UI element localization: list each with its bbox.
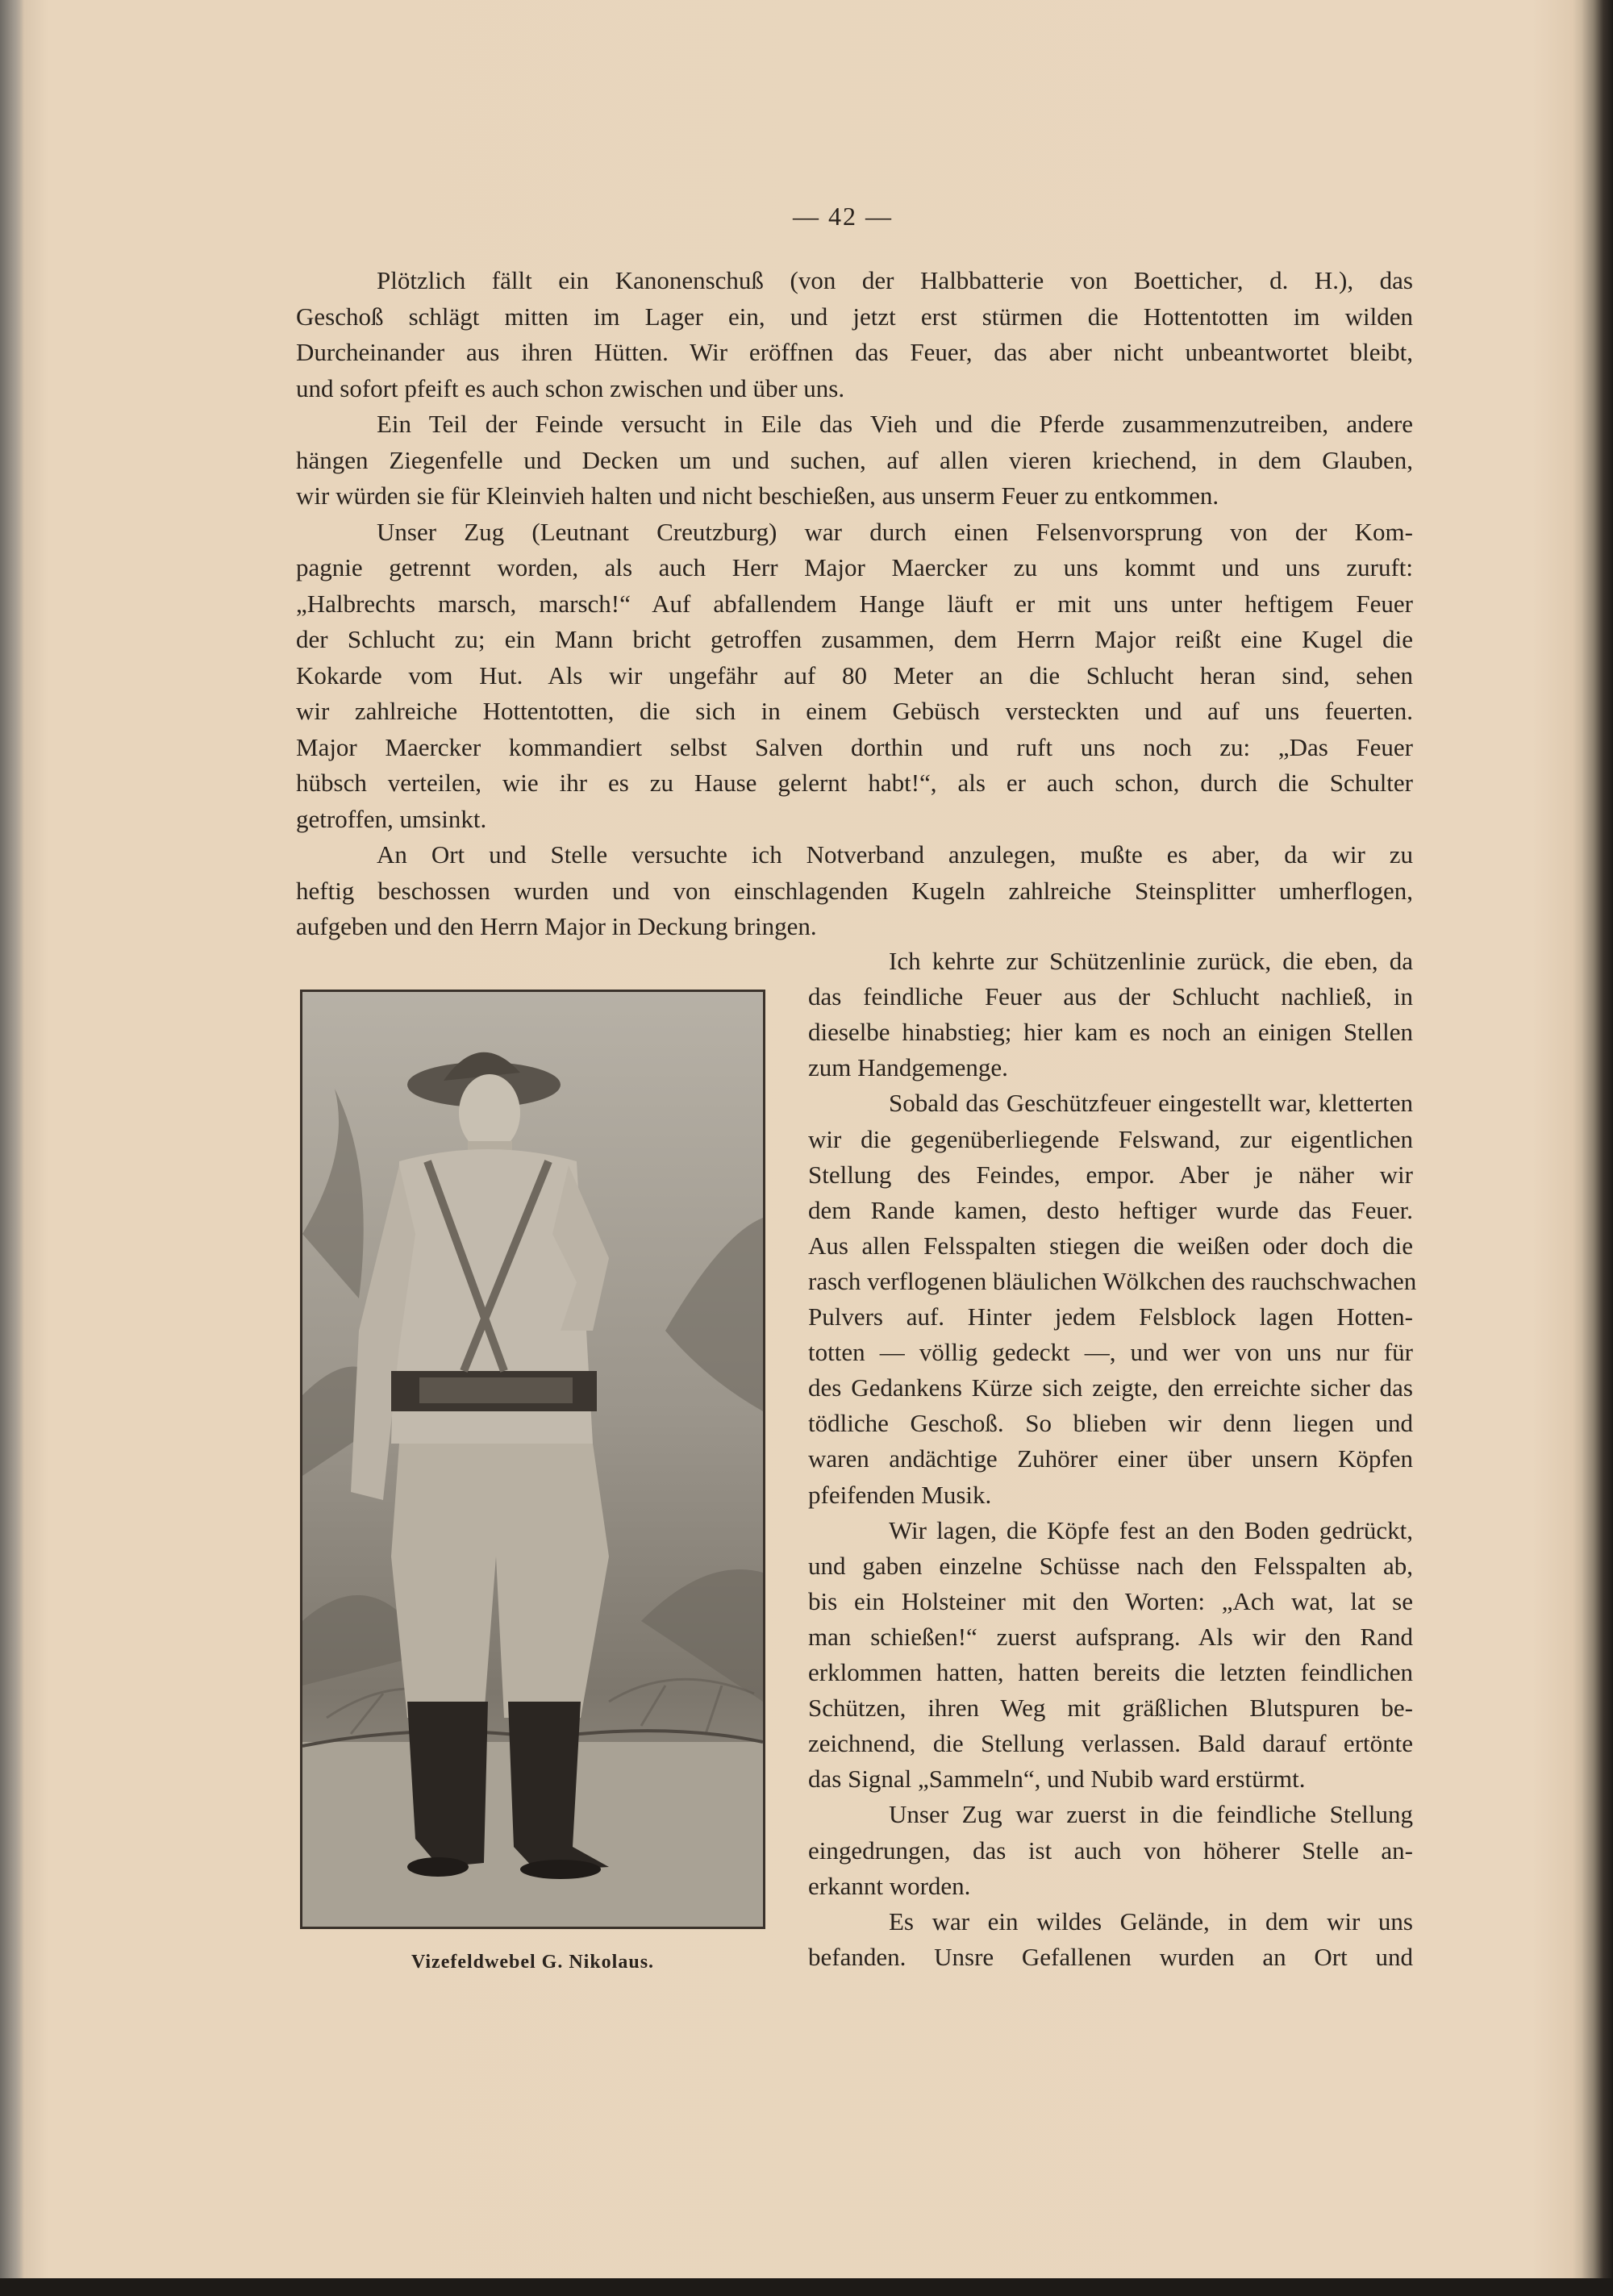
text-line: des Gedankens Kürze sich zeigte, den erreichte sicher das <box>808 1373 1413 1402</box>
text-line: tödliche Geschoß. So blieben wir denn liegen und <box>808 1409 1413 1438</box>
text-line: Es war ein wildes Gelände, in dem wir uns <box>889 1906 1413 1936</box>
soldier-portrait-image <box>302 992 763 1927</box>
text-line: pfeifenden Musik. <box>808 1480 992 1509</box>
text-line: hängen Ziegenfelle und Decken um und suchen, auf allen vieren kriechend, in dem Glauben, <box>296 445 1413 474</box>
text-line: dieselbe hinabstieg; hier kam es noch an einigen Stellen <box>808 1018 1413 1047</box>
text-line: bis ein Holsteiner mit den Worten: „Ach wat, lat se <box>808 1586 1413 1615</box>
text-line: rasch verflogenen bläulichen Wölkchen des rauchschwachen <box>808 1266 1417 1295</box>
text-line: wir würden sie für Kleinvieh halten und nicht beschießen, aus unserm Feuer zu entkommen. <box>296 481 1219 510</box>
text-line: eingedrungen, das ist auch von höherer Stelle an- <box>808 1836 1413 1865</box>
text-line: und gaben einzelne Schüsse nach den Felsspalten ab, <box>808 1551 1413 1580</box>
text-line: „Halbrechts marsch, marsch!“ Auf abfallendem Hange läuft er mit uns unter heftigem Feuer <box>296 589 1413 618</box>
text-line: das Signal „Sammeln“, und Nubib ward erstürmt. <box>808 1765 1306 1794</box>
text-line: Unser Zug war zuerst in die feindliche Stellung <box>889 1800 1413 1829</box>
text-line: Durcheinander aus ihren Hütten. Wir eröffnen das Feuer, das aber nicht unbeantwortet bleibt, <box>296 338 1413 366</box>
text-line: Unser Zug (Leutnant Creutzburg) war durch einen Felsenvorsprung von der Kom- <box>377 517 1413 546</box>
text-line: zeichnend, die Stellung verlassen. Bald darauf ertönte <box>808 1729 1413 1758</box>
text-line: An Ort und Stelle versuchte ich Notverband anzulegen, mußte es aber, da wir zu <box>377 840 1413 869</box>
page-edge <box>1581 0 1613 2278</box>
text-line: und sofort pfeift es auch schon zwischen und über uns. <box>296 373 845 402</box>
text-line: Geschoß schlägt mitten im Lager ein, und jetzt erst stürmen die Hottentotten im wilden <box>296 302 1413 331</box>
text-line: getroffen, umsinkt. <box>296 804 487 833</box>
text-line: hübsch verteilen, wie ihr es zu Hause gelernt habt!“, als er auch schon, durch die Schulter <box>296 769 1413 797</box>
text-line: das feindliche Feuer aus der Schlucht nachließ, in <box>808 982 1413 1011</box>
text-line: man schießen!“ zuerst aufsprang. Als wir den Rand <box>808 1622 1413 1651</box>
text-line: Sobald das Geschützfeuer eingestellt war, kletterten <box>889 1089 1413 1118</box>
text-line: zum Handgemenge. <box>808 1053 1008 1082</box>
text-line: Major Maercker kommandiert selbst Salven dorthin und ruft uns noch zu: „Das Feuer <box>296 732 1413 761</box>
text-line: wir die gegenüberliegende Felswand, zur eigentlichen <box>808 1124 1413 1153</box>
text-line: heftig beschossen wurden und von einschlagenden Kugeln zahlreiche Steinsplitter umherflogen, <box>296 876 1413 905</box>
text-line: totten — völlig gedeckt —, und wer von uns nur für <box>808 1338 1413 1367</box>
text-line: Kokarde vom Hut. Als wir ungefähr auf 80 Meter an die Schlucht heran sind, sehen <box>296 660 1413 690</box>
portrait-photograph <box>300 990 765 1929</box>
text-line: aufgeben und den Herrn Major in Deckung bringen. <box>296 912 817 940</box>
text-line: Pulvers auf. Hinter jedem Felsblock lagen Hotten- <box>808 1302 1413 1331</box>
text-line: Plötzlich fällt ein Kanonenschuß (von der Halbbatterie von Boetticher, d. H.), das <box>377 266 1413 294</box>
text-line: pagnie getrennt worden, als auch Herr Major Maercker zu uns kommt und uns zuruft: <box>296 553 1413 581</box>
text-line: Aus allen Felsspalten stiegen die weißen oder doch die <box>808 1231 1413 1260</box>
photo-caption: Vizefeldwebel G. Nikolaus. <box>411 1952 655 1973</box>
binding-shadow <box>0 0 24 2278</box>
text-line: waren andächtige Zuhörer einer über unsern Köpfen <box>808 1444 1413 1473</box>
page-number: — 42 — <box>793 202 893 231</box>
text-line: Stellung des Feindes, empor. Aber je näher wir <box>808 1160 1413 1189</box>
text-line: erkannt worden. <box>808 1871 971 1900</box>
text-line: befanden. Unsre Gefallenen wurden an Ort und <box>808 1942 1413 1971</box>
text-line: Schützen, ihren Weg mit gräßlichen Blutspuren be- <box>808 1694 1413 1723</box>
text-line: Ein Teil der Feinde versucht in Eile das Vieh und die Pferde zusammenzutreiben, andere <box>377 410 1413 438</box>
text-line: erklommen hatten, hatten bereits die letzten feindlichen <box>808 1658 1413 1686</box>
text-line: der Schlucht zu; ein Mann bricht getroffen zusammen, dem Herrn Major reißt eine Kugel die <box>296 625 1413 653</box>
text-line: dem Rande kamen, desto heftiger wurde das Feuer. <box>808 1195 1413 1224</box>
text-line: Wir lagen, die Köpfe fest an den Boden gedrückt, <box>889 1515 1413 1544</box>
text-line: wir zahlreiche Hottentotten, die sich in einem Gebüsch versteckten und auf uns feuerten. <box>296 697 1413 725</box>
text-line: Ich kehrte zur Schützenlinie zurück, die eben, da <box>889 947 1413 975</box>
